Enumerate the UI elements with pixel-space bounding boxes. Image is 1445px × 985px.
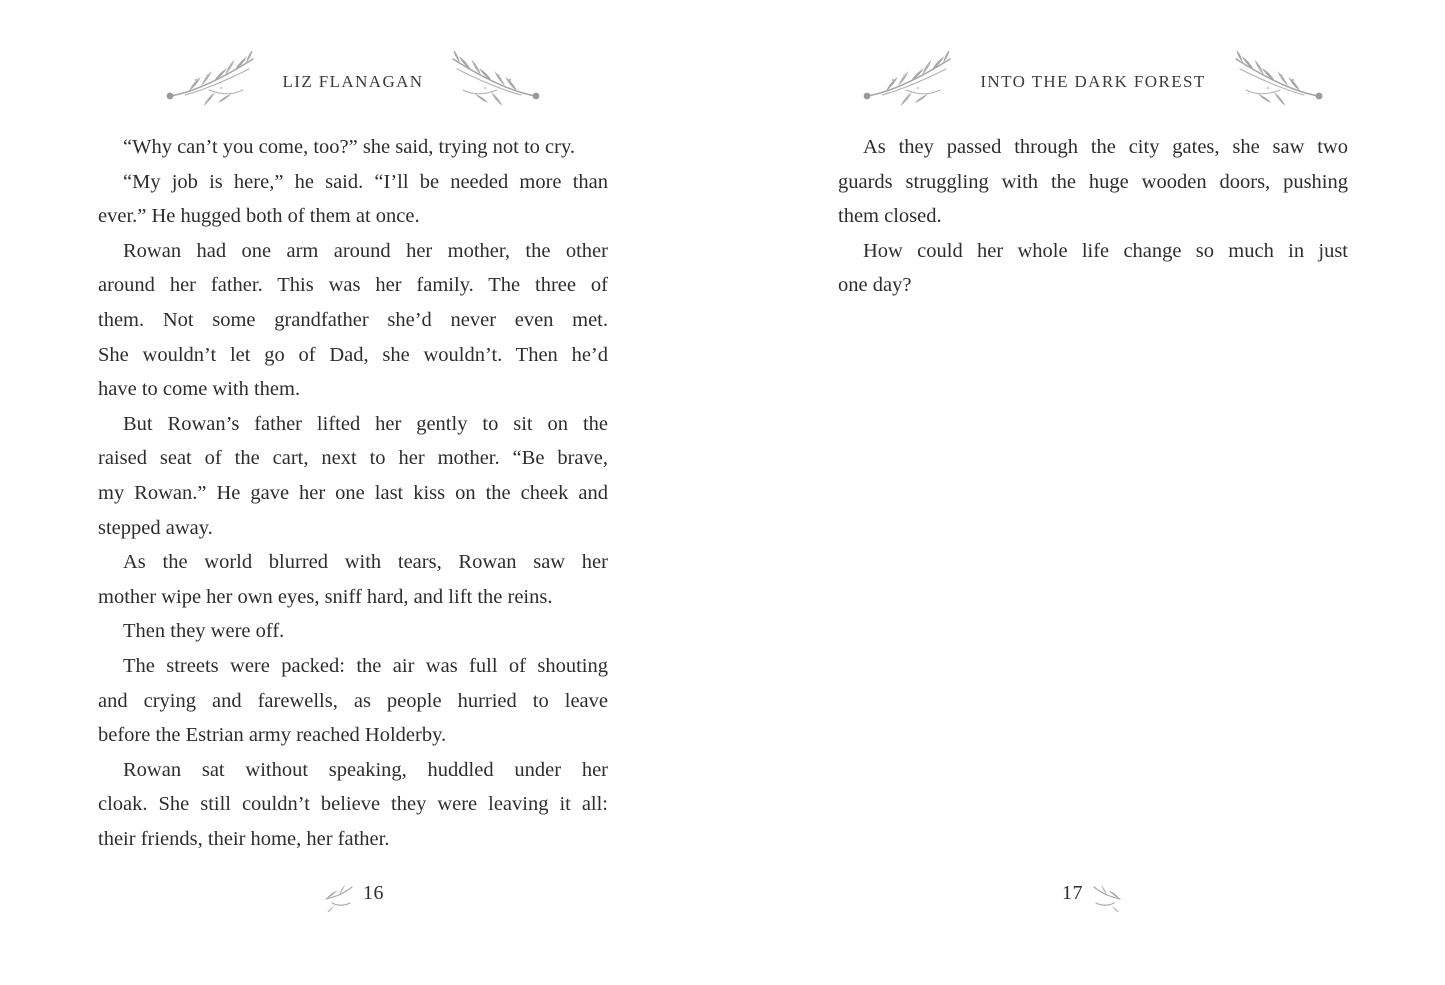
text-line: “Why can’t you come, too?” she said, trying not to cry. [123,136,576,158]
text-line: She wouldn’t let go of Dad, she wouldn’t. Then he’d [98,343,608,366]
text-line: one day? [838,274,912,297]
page-number: 17 [1062,881,1083,904]
text-line: my Rowan.” He gave her one last kiss on the cheek and [98,481,608,504]
page-body-text [98,130,608,856]
text-line: Rowan had one arm around her mother, the other [123,239,608,262]
text-line: before the Estrian army reached Holderby. [98,724,447,747]
text-line: As they passed through the city gates, she saw two [863,136,1348,158]
text-line: have to come with them. [98,378,301,401]
text-line: But Rowan’s father lifted her gently to sit on the [123,412,608,435]
branch-flourish-icon [447,51,543,109]
text-line: around her father. This was her family. The three of [98,274,608,297]
leaf-sprig-icon [1090,884,1124,912]
text-line: their friends, their home, her father. [98,827,390,850]
right-page-footer [838,879,1348,907]
text-line: them. Not some grandfather she’d never even met. [98,308,608,331]
text-line: ever.” He hugged both of them at once. [98,205,420,228]
page-left [98,0,608,985]
text-line: Then they were off. [123,620,285,643]
text-line: mother wipe her own eyes, sniff hard, and lift the reins. [98,585,553,608]
text-line: guards struggling with the huge wooden doors, pushing [838,170,1348,193]
text-line: them closed. [838,205,942,228]
left-page-footer [98,879,608,907]
page-number: 16 [363,881,384,904]
text-line: How could her whole life change so much in just [863,239,1348,262]
leaf-sprig-icon [322,884,356,912]
right-running-header [838,50,1348,110]
running-head-title: INTO THE DARK FOREST [980,72,1206,91]
text-line: raised seat of the cart, next to her mother. “Be brave, [98,447,608,470]
text-line: “My job is here,” he said. “I’ll be needed more than [123,170,608,193]
text-line: and crying and farewells, as people hurried to leave [98,689,608,712]
text-line: Rowan sat without speaking, huddled under her [123,758,608,781]
branch-flourish-icon [163,51,259,109]
text-line: As the world blurred with tears, Rowan saw her [123,551,608,574]
text-line: stepped away. [98,516,213,539]
text-line: cloak. She still couldn’t believe they were leaving it all: [98,793,608,816]
branch-flourish-icon [1230,51,1326,109]
text-line: The streets were packed: the air was full of shouting [123,654,608,677]
page-body-text [838,130,1348,303]
page-right [838,0,1348,985]
left-running-header [98,50,608,110]
running-head-author: LIZ FLANAGAN [282,72,424,91]
branch-flourish-icon [860,51,956,109]
